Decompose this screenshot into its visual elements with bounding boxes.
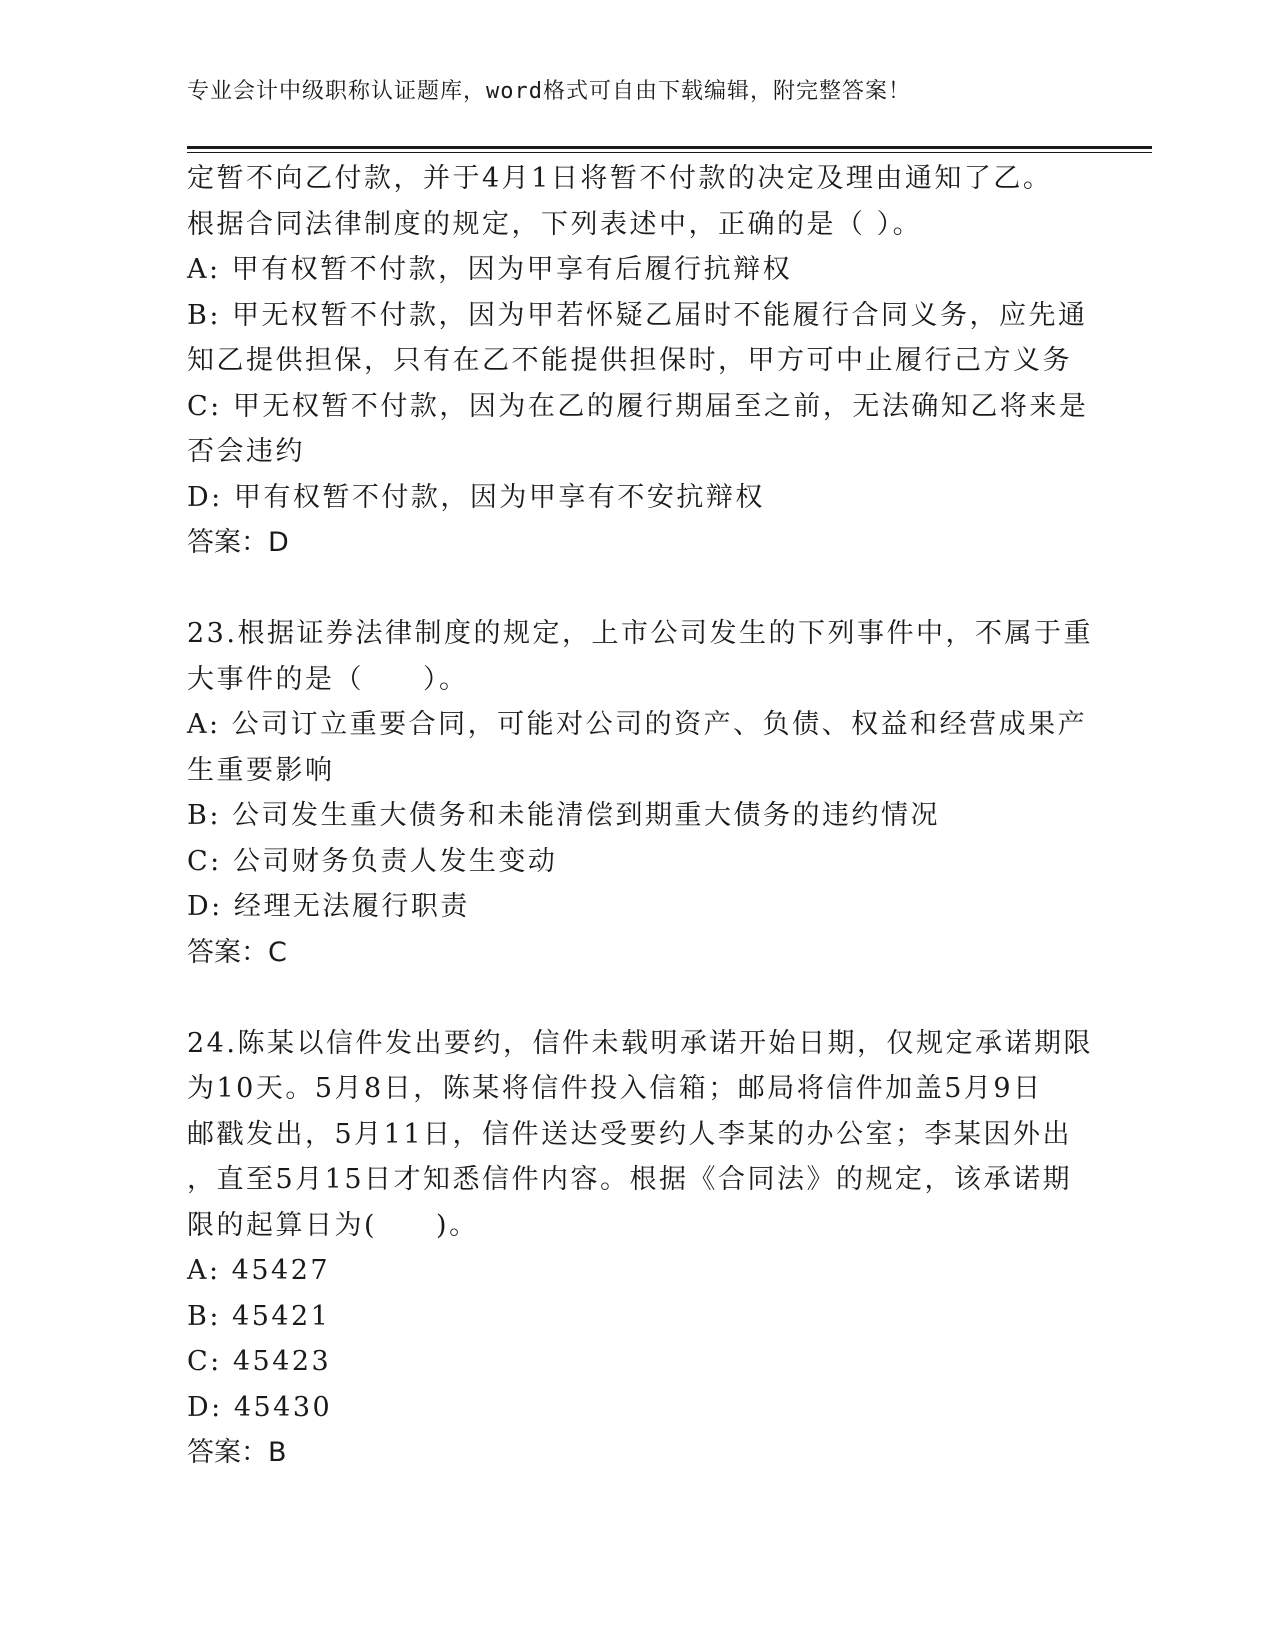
header-rule-thick bbox=[187, 146, 1152, 149]
option-d: D: 45430 bbox=[187, 1391, 333, 1423]
option-a: A: 45427 bbox=[187, 1255, 331, 1286]
question-stem-line: 23.根据证券法律制度的规定，上市公司发生的下列事件中，不属于重 bbox=[187, 618, 1093, 649]
question-stem-line: 为10天。5月8日，陈某将信件投入信箱；邮局将信件加盖5月9日 bbox=[187, 1073, 1043, 1104]
question-stem-line: 大事件的是（ ）。 bbox=[187, 663, 469, 695]
option-a: A: 公司订立重要合同，可能对公司的资产、负债、权益和经营成果产 bbox=[187, 709, 1088, 740]
option-b: B: 甲无权暂不付款，因为甲若怀疑乙届时不能履行合同义务，应先通 bbox=[187, 299, 1088, 331]
question-stem-line: ，直至5月15日才知悉信件内容。根据《合同法》的规定，该承诺期 bbox=[187, 1164, 1073, 1195]
option-b: B: 公司发生重大债务和未能清偿到期重大债务的违约情况 bbox=[187, 800, 941, 831]
question-stem-line: 邮戳发出，5月11日，信件送达受要约人李某的办公室；李某因外出 bbox=[187, 1118, 1073, 1150]
question-stem-line: 定暂不向乙付款，并于4月1日将暂不付款的决定及理由通知了乙。 bbox=[187, 163, 1053, 194]
option-c: C: 甲无权暂不付款，因为在乙的履行期届至之前，无法确知乙将来是 bbox=[187, 390, 1089, 422]
option-b: B: 45421 bbox=[187, 1300, 331, 1332]
option-a: A: 甲有权暂不付款，因为甲享有后履行抗辩权 bbox=[187, 254, 793, 285]
answer-label: 答案：C bbox=[187, 936, 287, 968]
question-22 bbox=[187, 156, 1087, 566]
header-rule-thin bbox=[187, 152, 1152, 153]
question-stem-line: 限的起算日为( )。 bbox=[187, 1209, 479, 1241]
question-stem-line: 根据合同法律制度的规定，下列表述中，正确的是（ ）。 bbox=[187, 208, 923, 240]
option-c-cont: 否会违约 bbox=[187, 436, 305, 467]
option-a-cont: 生重要影响 bbox=[187, 754, 335, 786]
question-stem-line: 24.陈某以信件发出要约，信件未载明承诺开始日期，仅规定承诺期限 bbox=[187, 1027, 1093, 1059]
page-header: 专业会计中级职称认证题库，word格式可自由下载编辑，附完整答案！ bbox=[187, 79, 911, 104]
question-24 bbox=[187, 1021, 1093, 1476]
question-23 bbox=[187, 611, 1093, 975]
answer-label: 答案：B bbox=[187, 1437, 287, 1468]
option-d: D: 经理无法履行职责 bbox=[187, 891, 470, 922]
option-c: C: 公司财务负责人发生变动 bbox=[187, 845, 558, 877]
option-d: D: 甲有权暂不付款，因为甲享有不安抗辩权 bbox=[187, 481, 765, 513]
option-c: C: 45423 bbox=[187, 1346, 332, 1377]
document-body bbox=[187, 156, 1093, 1476]
answer-label: 答案：D bbox=[187, 527, 289, 558]
option-b-cont: 知乙提供担保，只有在乙不能提供担保时，甲方可中止履行己方义务 bbox=[187, 345, 1072, 376]
